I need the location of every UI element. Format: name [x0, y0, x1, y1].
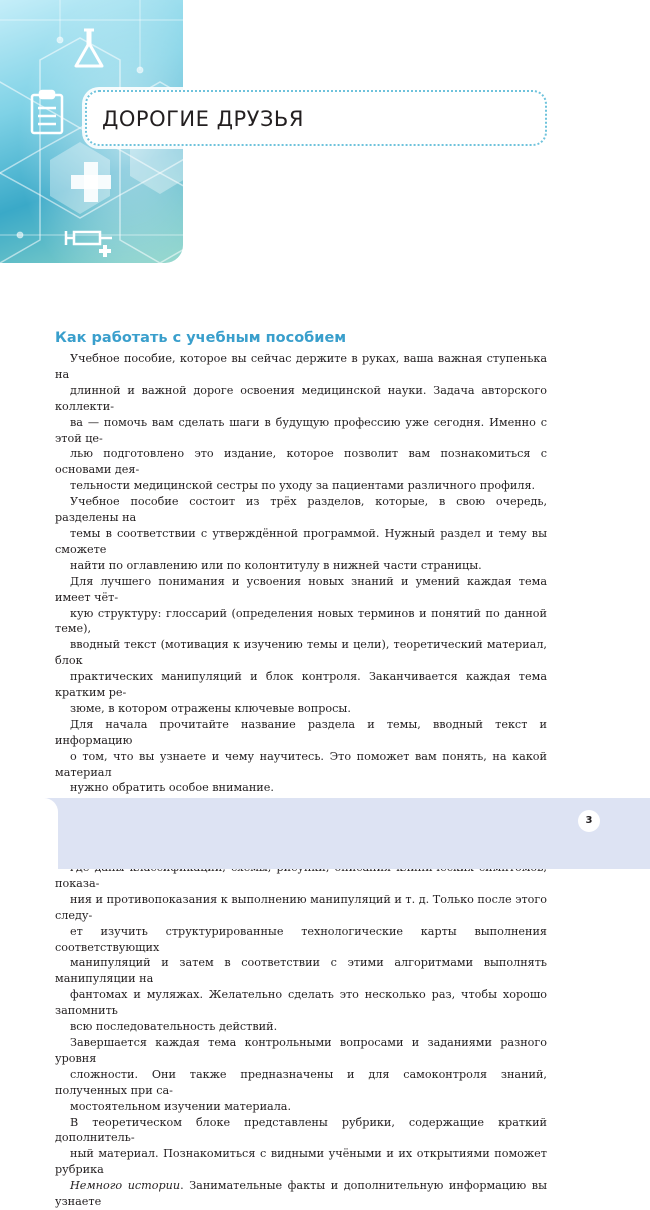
text-line: кую структуру: глоссарий (определения новых терминов и понятий по данной теме), — [55, 606, 547, 636]
text-line: В теоретическом блоке представлены рубрики, содержащие краткий дополнитель- — [55, 1115, 547, 1145]
text-line: вводный текст (мотивация к изучению темы и цели), теоретический материал, блок — [55, 638, 547, 668]
paragraph-4 — [55, 717, 547, 797]
text-line: показа- — [55, 876, 100, 890]
text-line-rest: . Занимательные факты и дополнительную информацию вы узнаете — [55, 1179, 547, 1209]
page-number: 3 — [578, 810, 600, 832]
text-line: всю последовательность действий. — [70, 1020, 278, 1034]
text-line: Для начала прочитайте название раздела и темы, вводный текст и информацию — [55, 717, 547, 747]
text-line: зюме, в котором отражены ключевые вопросы. — [70, 701, 351, 715]
text-line: Для лучшего понимания и усвоения новых знаний и умений каждая тема имеет чёт- — [55, 574, 547, 604]
text-line: Учебное пособие состоит из трёх разделов, которые, в свою очередь, разделены на — [55, 495, 547, 525]
paragraph-2 — [55, 494, 547, 574]
paragraph-1 — [55, 351, 547, 494]
text-line: ет изучить структурированные технологические карты выполнения соответствующих — [55, 924, 547, 954]
paragraph-6 — [55, 1035, 547, 1115]
text-line: мостоятельном изучении материала. — [70, 1099, 292, 1113]
text-line: ный материал. Познакомиться с видными учёными и их открытиями поможет рубрика — [55, 1147, 547, 1177]
chapter-title: ДОРОГИЕ ДРУЗЬЯ — [102, 107, 304, 131]
text-line: лью подготовлено это издание, которое позволит вам познакомиться с основами дея- — [55, 447, 547, 477]
paragraph-3 — [55, 574, 547, 717]
rubric-name: Немного истории — [70, 1179, 181, 1193]
text-line: фантомах и муляжах. Желательно сделать это несколько раз, чтобы хорошо запомнить — [55, 988, 547, 1018]
text-line: практических манипуляций и блок контроля. Заканчивается каждая тема кратким ре- — [55, 670, 547, 700]
footer-band — [0, 798, 650, 869]
text-line — [55, 1178, 547, 1210]
text-line: ва — помочь вам сделать шаги в будущую профессию уже сегодня. Именно с этой це- — [55, 415, 547, 445]
text-line: ния и противопоказания к выполнению манипуляций и т. д. Только после этого следу- — [55, 892, 547, 922]
text-line: Учебное пособие, которое вы сейчас держите в руках, ваша важная ступенька на — [55, 352, 547, 381]
text-line: длинной и важной дороге освоения медицинской науки. Задача авторского коллекти- — [55, 383, 547, 413]
body-text — [55, 351, 547, 1210]
chapter-title-box — [85, 90, 547, 146]
text-line: нужно обратить особое внимание. — [70, 781, 274, 795]
text-line: Завершается каждая тема контрольными вопросами и заданиями разного уровня — [55, 1035, 547, 1065]
text-line: сложности. Они также предназначены и для самоконтроля знаний, полученных при са- — [55, 1067, 547, 1097]
text-line: о том, что вы узнаете и чему научитесь. Это поможет вам понять, на какой материал — [55, 749, 547, 779]
text-line: манипуляций и затем в соответствии с этими алгоритмами выполнять манипуляции на — [55, 956, 547, 986]
paragraph-7 — [55, 1115, 547, 1210]
text-line: темы в соответствии с утверждённой программой. Нужный раздел и тему вы сможете — [55, 526, 547, 556]
text-line: тельности медицинской сестры по уходу за пациентами различного профиля. — [70, 479, 536, 493]
text-line: найти по оглавлению или по колонтитулу в нижней части страницы. — [70, 558, 482, 572]
section-heading: Как работать с учебным пособием — [55, 330, 347, 346]
